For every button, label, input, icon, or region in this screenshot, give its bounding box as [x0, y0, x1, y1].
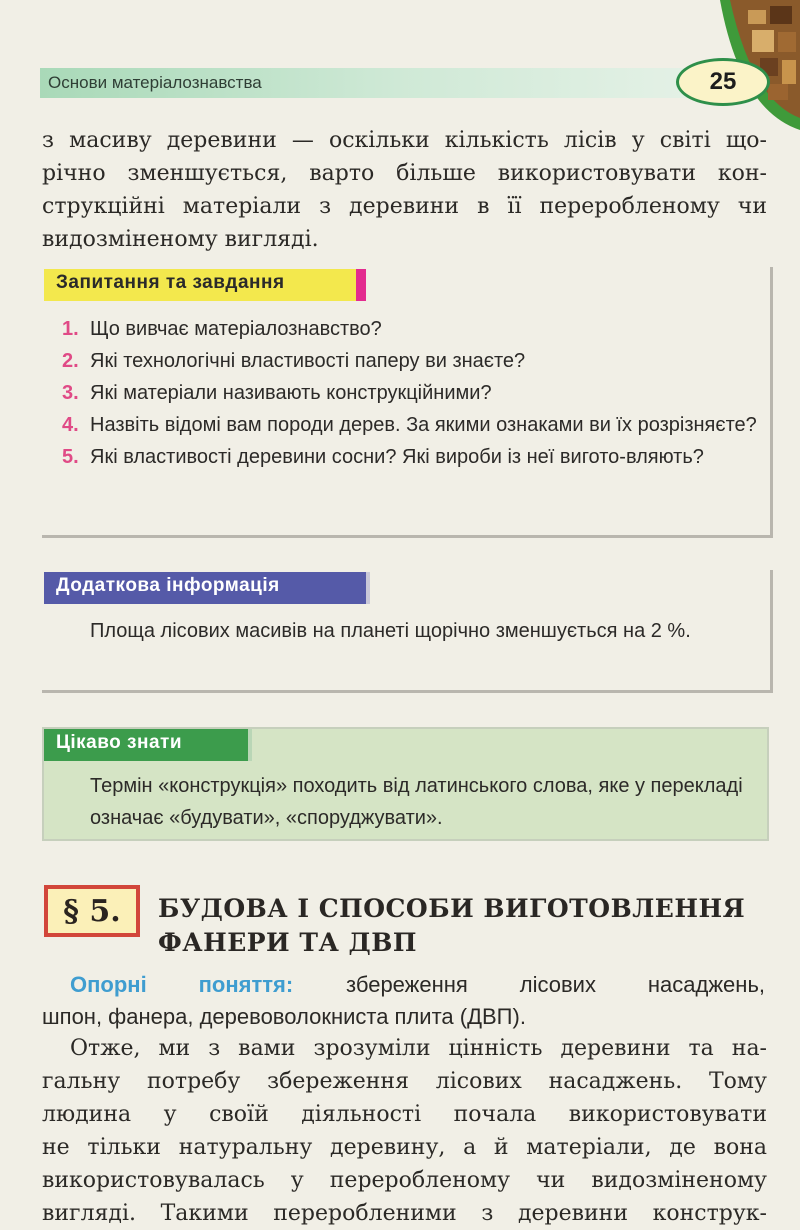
running-header-title: Основи матеріалознавства	[48, 73, 262, 92]
section-number: § 5.	[44, 885, 140, 937]
intro-line: з масиву деревини — оскільки кількість лісів у світі що-	[42, 128, 767, 153]
additional-info-text: Площа лісових масивів на планеті щорічно зменшується на 2 %.	[90, 620, 691, 642]
page-number: 25	[676, 58, 770, 106]
section-title-line: ФАНЕРИ ТА ДВП	[158, 928, 418, 957]
question-number: 2.	[62, 350, 79, 372]
question-text: Що вивчає матеріалознавство?	[90, 318, 382, 340]
main-line: Отже, ми з вами зрозуміли цінність деревини та на-	[70, 1036, 767, 1061]
question-number: 4.	[62, 414, 79, 436]
question-item	[62, 409, 762, 441]
interesting-fact-text: Термін «конструкція» походить від латинського слова, яке у перекладі означає «будувати», «споруджувати».	[90, 775, 743, 829]
section-title-line: БУДОВА І СПОСОБИ ВИГОТОВЛЕННЯ	[158, 894, 746, 923]
main-line: гальну потребу збереження лісових насаджень. Тому	[42, 1069, 767, 1094]
question-item	[62, 441, 762, 473]
main-line: вигляді. Такими переробленими з деревини конструк-	[42, 1201, 767, 1226]
main-line: не тільки натуральну деревину, а й матеріали, де вона	[42, 1135, 767, 1160]
additional-info-tag: Додаткова інформація	[44, 572, 370, 604]
question-text: Які матеріали називають конструкційними?	[90, 382, 492, 404]
questions-tag: Запитання та завдання	[44, 269, 366, 301]
question-item	[62, 313, 762, 345]
questions-list	[62, 313, 762, 473]
question-number: 5.	[62, 446, 79, 468]
key-concepts-line1: збереження лісових насаджень,	[346, 972, 766, 997]
question-item	[62, 345, 762, 377]
key-concepts	[70, 968, 765, 1002]
question-item	[62, 377, 762, 409]
question-text: Які властивості деревини сосни? Які вироби із неї вигото-вляють?	[90, 446, 704, 468]
key-concepts-label: Опорні поняття:	[70, 972, 294, 997]
key-concepts-line2: шпон, фанера, деревоволокниста плита (ДВП).	[42, 1004, 526, 1029]
intro-line: струкційні матеріали з деревини в її переробленому чи	[42, 194, 767, 219]
main-line: людина у своїй діяльності почала використовувати	[42, 1102, 767, 1127]
question-number: 3.	[62, 382, 79, 404]
main-paragraph	[42, 1032, 767, 1230]
section-title	[158, 892, 758, 960]
question-number: 1.	[62, 318, 79, 340]
main-line: використовувалась у переробленому чи видозміненому	[42, 1168, 767, 1193]
intro-line: річно зменшується, варто більше використовувати кон-	[42, 161, 767, 186]
intro-paragraph	[42, 124, 767, 256]
interesting-fact-tag: Цікаво знати	[44, 729, 252, 761]
question-text: Які технологічні властивості паперу ви знаєте?	[90, 350, 526, 372]
question-text: Назвіть відомі вам породи дерев. За якими ознаками ви їх розрізняєте?	[90, 414, 757, 436]
intro-line: видозміненому вигляді.	[42, 227, 319, 252]
